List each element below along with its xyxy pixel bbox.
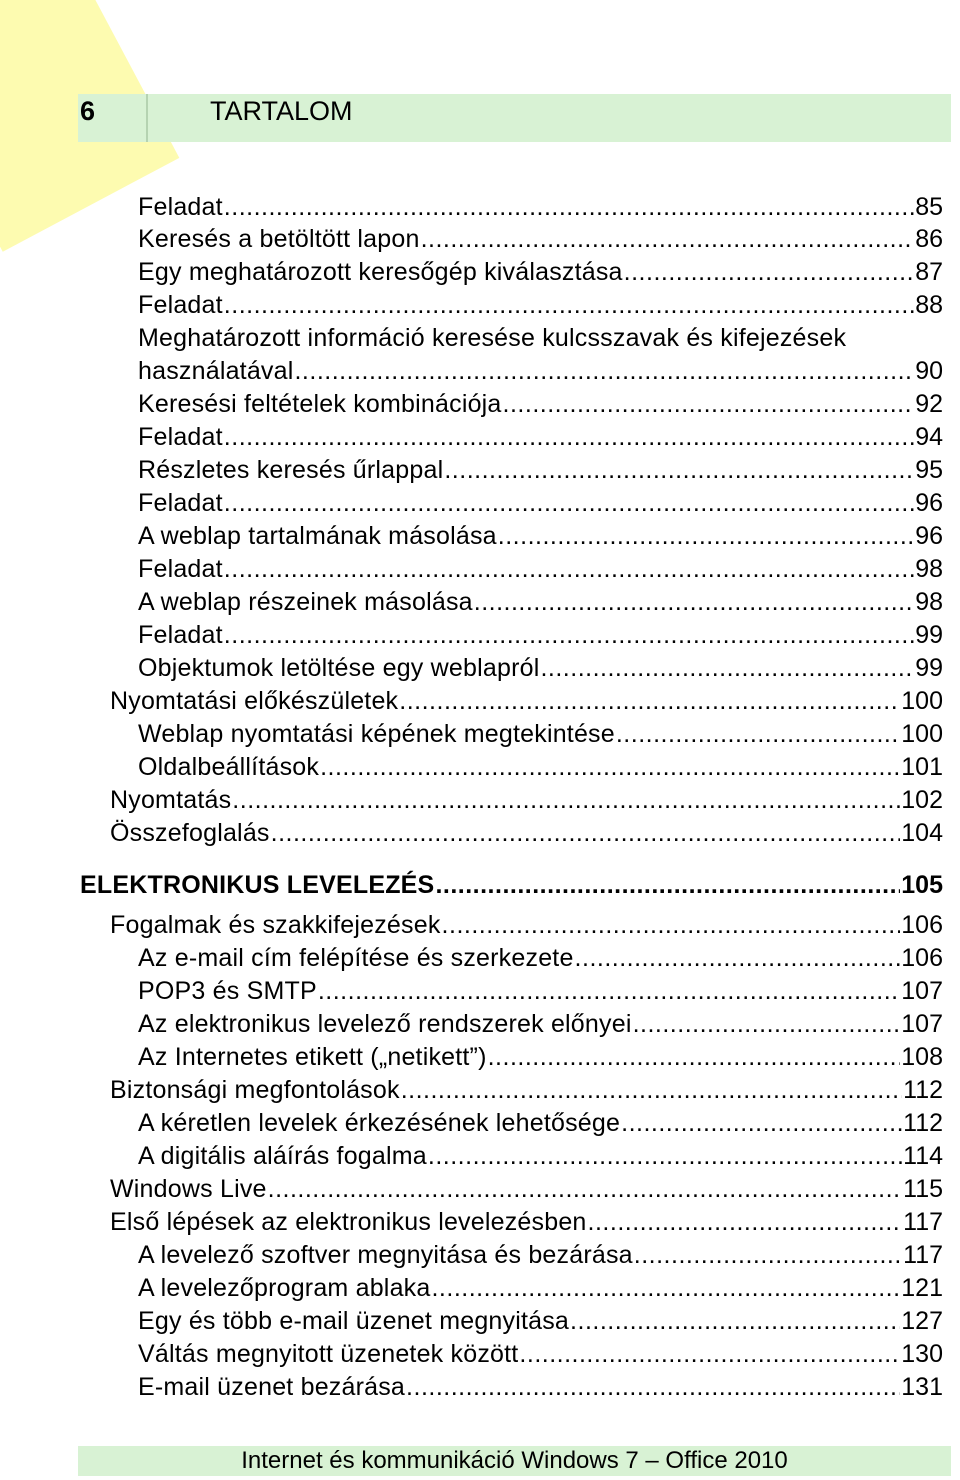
toc-entry-label: Első lépések az elektronikus levelezésben [110,1208,587,1236]
toc-leader-dots [474,587,914,617]
toc-entry-page: 99 [915,621,943,649]
toc-entry[interactable] [110,816,943,848]
toc-leader-dots [634,1240,902,1270]
toc-entry-label: A digitális aláírás fogalma [138,1142,427,1170]
toc-leader-dots [232,785,900,815]
toc-leader-dots [224,192,914,222]
toc-entry-label: Oldalbeállítások [138,753,320,781]
toc-entry-page: 114 [903,1142,943,1170]
toc-entry-label: Feladat [138,489,223,517]
toc-leader-dots [575,943,901,973]
toc-entry-label: Feladat [138,193,223,221]
toc-entry-page: 117 [903,1241,943,1269]
toc-entry-label: Objektumok letöltése egy weblapról [138,654,540,682]
toc-leader-dots [224,290,914,320]
toc-entry-page: 98 [915,588,943,616]
toc-entry-page: 106 [901,944,943,972]
toc-entry-page: 101 [901,753,943,781]
toc-entry[interactable] [138,1238,943,1270]
toc-leader-dots [294,356,914,386]
toc-entry[interactable] [138,387,943,419]
toc-entry[interactable] [110,684,943,716]
toc-leader-dots [616,719,900,749]
toc-entry-page: 100 [901,720,943,748]
toc-leader-dots [633,1009,901,1039]
toc-entry[interactable] [138,1139,943,1171]
toc-leader-dots [498,521,914,551]
toc-entry[interactable] [138,651,943,683]
toc-entry-label: A levelező szoftver megnyitása és bezárása [138,1241,633,1269]
toc-entry[interactable] [110,908,943,940]
toc-entry-page: 121 [901,1274,943,1302]
toc-entry-label: Feladat [138,423,223,451]
toc-entry-page: 112 [903,1109,943,1137]
toc-entry-label: A kéretlen levelek érkezésének lehetősége [138,1109,621,1137]
toc-entry[interactable] [138,321,943,353]
toc-leader-dots [435,870,900,900]
toc-leader-dots [431,1273,900,1303]
toc-entry[interactable] [138,1040,943,1072]
toc-entry-page: 130 [901,1340,943,1368]
toc-entry[interactable] [138,222,943,254]
toc-entry[interactable] [110,1205,943,1237]
toc-leader-dots [621,1108,902,1138]
toc-entry[interactable] [138,288,943,320]
footer-text: Internet és kommunikáció Windows 7 – Office 2010 [241,1447,788,1474]
toc-entry[interactable] [110,1172,943,1204]
toc-entry-label: Az Internetes etikett („netikett”) [138,1043,487,1071]
toc-entry-page: 108 [901,1043,943,1071]
toc-leader-dots [224,488,914,518]
toc-entry-label: Meghatározott információ keresése kulcsszavak és kifejezések [138,324,847,352]
toc-entry-label: Biztonsági megfontolások [110,1076,400,1104]
toc-leader-dots [428,1141,902,1171]
toc-entry[interactable] [138,618,943,650]
toc-entry-page: 88 [915,291,943,319]
page-title: TARTALOM [210,96,353,126]
toc-entry[interactable] [138,190,943,222]
toc-leader-dots [224,620,914,650]
toc-leader-dots [421,224,915,254]
toc-entry-label: Az elektronikus levelező rendszerek előnyei [138,1010,632,1038]
toc-entry-label: A weblap részeinek másolása [138,588,473,616]
toc-leader-dots [503,389,915,419]
toc-leader-dots [406,1372,900,1402]
toc-entry-label: Windows Live [110,1175,267,1203]
toc-leader-dots [588,1207,903,1237]
toc-entry[interactable] [110,1073,943,1105]
toc-entry-page: 106 [901,911,943,939]
toc-entry-label: Részletes keresés űrlappal [138,456,444,484]
toc-leader-dots [268,1174,903,1204]
toc-entry-label: Keresés a betöltött lapon [138,225,420,253]
toc-entry[interactable] [80,868,943,900]
toc-entry[interactable] [138,585,943,617]
toc-leader-dots [624,257,915,287]
toc-entry-page: 105 [901,871,943,899]
toc-entry-page: 100 [901,687,943,715]
toc-entry[interactable] [138,1106,943,1138]
toc-entry-label: használatával [138,357,294,385]
toc-entry-label: Az e-mail cím felépítése és szerkezete [138,944,574,972]
toc-leader-dots [570,1306,900,1336]
toc-entry[interactable] [138,420,943,452]
toc-entry-label: Egy és több e-mail üzenet megnyitása [138,1307,570,1335]
toc-entry-page: 90 [915,357,943,385]
toc-entry[interactable] [138,486,943,518]
toc-leader-dots [444,455,914,485]
toc-entry-label: Nyomtatás [110,786,232,814]
toc-entry-label: Weblap nyomtatási képének megtekintése [138,720,615,748]
toc-leader-dots [488,1042,901,1072]
toc-entry-page: 94 [915,423,943,451]
toc-leader-dots [401,1075,902,1105]
toc-entry-page: 107 [901,977,943,1005]
toc-entry-label: Keresési feltételek kombinációja [138,390,502,418]
toc-entry-label: E-mail üzenet bezárása [138,1373,406,1401]
toc-leader-dots [540,653,914,683]
toc-entry-page: 127 [901,1307,943,1335]
toc-entry-label: Feladat [138,621,223,649]
toc-entry[interactable] [138,1271,943,1303]
toc-entry-page: 107 [901,1010,943,1038]
toc-entry[interactable] [138,750,943,782]
toc-entry-page: 96 [915,522,943,550]
toc-entry[interactable] [138,1304,943,1336]
toc-leader-dots [399,686,900,716]
toc-entry[interactable] [110,783,943,815]
toc-entry[interactable] [138,519,943,551]
toc-entry-page: 104 [901,819,943,847]
toc-entry[interactable] [138,974,943,1006]
toc-entry-page: 98 [915,555,943,583]
toc-entry-label: A weblap tartalmának másolása [138,522,497,550]
toc-entry-page: 92 [915,390,943,418]
toc-leader-dots [442,910,901,940]
toc-entry-label: Összefoglalás [110,819,270,847]
toc-entry-label: Egy meghatározott keresőgép kiválasztása [138,258,623,286]
toc-leader-dots [271,818,901,848]
toc-leader-dots [320,752,900,782]
toc-entry[interactable] [138,354,943,386]
toc-entry[interactable] [138,717,943,749]
toc-entry-page: 115 [903,1175,943,1203]
toc-leader-dots [519,1339,900,1369]
toc-entry[interactable] [138,1370,943,1402]
toc-entry-page: 102 [901,786,943,814]
toc-entry-page: 87 [915,258,943,286]
toc-entry-label: Feladat [138,291,223,319]
toc-entry-label: POP3 és SMTP [138,977,317,1005]
toc-entry[interactable] [138,552,943,584]
toc-entry[interactable] [138,453,943,485]
toc-entry-page: 85 [915,193,943,221]
toc-entry-label: ELEKTRONIKUS LEVELEZÉS [80,871,435,899]
toc-entry-page: 131 [901,1373,943,1401]
toc-entry-page: 95 [915,456,943,484]
toc-leader-dots [224,554,914,584]
toc-leader-dots [318,976,900,1006]
toc-entry-page: 86 [915,225,943,253]
toc-entry-label: Nyomtatási előkészületek [110,687,399,715]
toc-entry[interactable] [138,941,943,973]
page-number: 6 [80,96,96,126]
toc-entry-label: A levelezőprogram ablaka [138,1274,431,1302]
toc-entry-page: 99 [915,654,943,682]
toc-entry[interactable] [138,1007,943,1039]
toc-entry-page: 112 [903,1076,943,1104]
toc-entry-label: Feladat [138,555,223,583]
toc-entry-page: 117 [903,1208,943,1236]
toc-entry[interactable] [138,255,943,287]
toc-entry-label: Váltás megnyitott üzenetek között [138,1340,519,1368]
toc-leader-dots [224,422,914,452]
toc-entry-label: Fogalmak és szakkifejezések [110,911,441,939]
toc-entry-page: 96 [915,489,943,517]
toc-entry[interactable] [138,1337,943,1369]
